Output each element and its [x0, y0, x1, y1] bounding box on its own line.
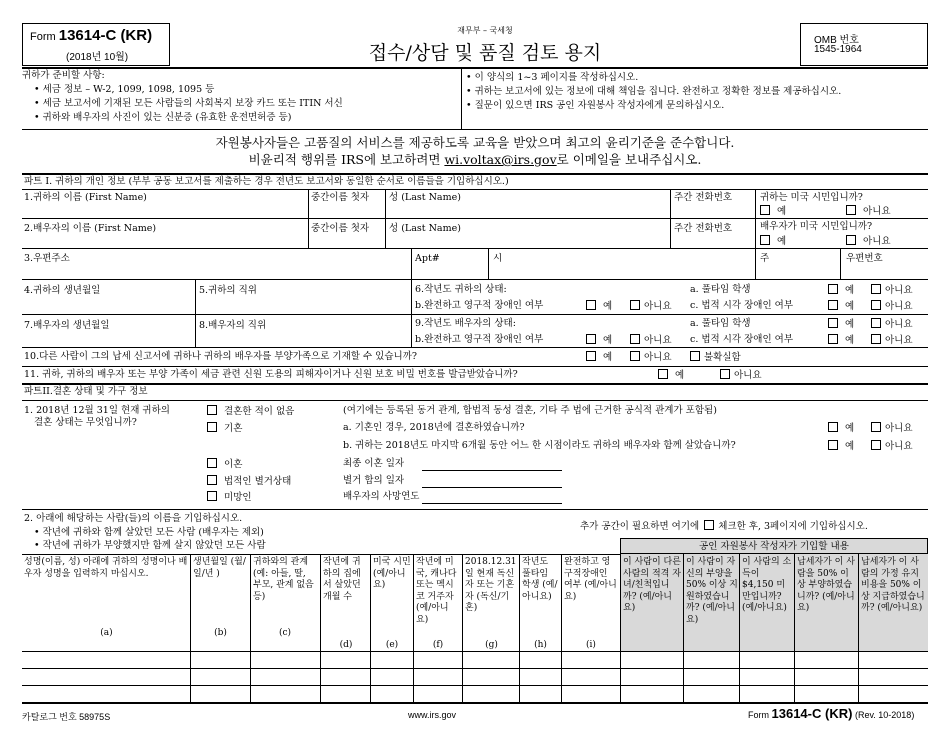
checkbox[interactable] — [828, 284, 838, 294]
checkbox[interactable] — [871, 440, 881, 450]
day-phone-field[interactable]: 주간 전화번호 — [674, 192, 733, 203]
checkbox[interactable] — [207, 458, 217, 468]
checkbox[interactable] — [207, 475, 217, 485]
agency: 재무부 – 국세청 — [457, 26, 513, 35]
citizen-question: 귀하는 미국 시민입니까? — [760, 192, 863, 203]
checkbox[interactable] — [586, 351, 596, 361]
ethics-line-2: 비윤리적 행위를 IRS에 보고하려면 wi.voltax@irs.gov로 이메일을 보내주십시오. — [248, 152, 702, 167]
table-row[interactable] — [22, 686, 928, 702]
blind-label: c. 법적 시각 장애인 여부 — [690, 300, 794, 311]
col-letter-b: (b) — [214, 628, 227, 638]
separation-date-label: 별거 합의 일자 — [343, 475, 405, 486]
col-header-dob: 생년월일 (월/일/년 ) — [193, 557, 246, 579]
list-item: • 세금 정보 – W-2, 1099, 1098, 1095 등 — [34, 84, 215, 95]
checkbox[interactable] — [630, 351, 640, 361]
omb-number: 1545-1964 — [814, 44, 862, 55]
legally-separated[interactable]: 법적인 별거상태 — [207, 475, 291, 488]
col-letter-h: (h) — [534, 640, 547, 650]
blind-yes[interactable]: 예 — [828, 300, 854, 313]
list-item: • 질문이 있으면 IRS 공인 자원봉사 작성자에게 문의하십시오. — [466, 100, 725, 111]
col-header-household-cost: 납세자가 이 사람의 가정 유지 비용을 50% 이상 지급하였습니까? (예/아니요) — [861, 557, 925, 613]
prep-left — [22, 69, 460, 125]
q11-identity-question: 11. 귀하, 귀하의 배우자 또는 부양 가족이 세금 관련 신원 도용의 피해자이거나 신원 보호 비밀 번호를 발급받았습니까? — [24, 369, 518, 380]
table-row[interactable] — [22, 669, 928, 685]
q10-unsure[interactable]: 불확실함 — [690, 351, 741, 364]
preparer-header-label: 공인 자원봉사 작성자가 기입할 내용 — [699, 541, 849, 552]
col-header-qualifying-child: 이 사람이 다른 사람의 적격 자녀/친척입니까? (예/아니요) — [623, 557, 681, 613]
divorce-date-input[interactable] — [422, 470, 562, 471]
form-number: 13614-C (KR) — [58, 27, 153, 44]
disabled-label: b.완전하고 영구적 장애인 여부 — [415, 300, 544, 311]
spouse-blind-label: c. 법적 시각 장애인 여부 — [690, 334, 794, 345]
marital-question: 1. 2018년 12월 31일 현재 귀하의 결혼 상태는 무엇입니까? — [24, 405, 170, 428]
page-title: 접수/상담 및 품질 검토 용지 — [368, 42, 602, 64]
spouse-citizen-question: 배우자가 미국 시민입니까? — [760, 221, 873, 232]
checkbox[interactable] — [828, 422, 838, 432]
zip-field[interactable]: 우편번호 — [846, 253, 883, 264]
citizen-yes[interactable]: 예 — [760, 205, 786, 218]
checkbox[interactable] — [846, 205, 856, 215]
ethics-line-1: 자원봉사자들은 고품질의 서비스를 제공하도록 교육을 받았으며 최고의 윤리기준을 준수합니다. — [215, 135, 735, 150]
checkbox[interactable] — [207, 491, 217, 501]
never-married-note: (여기에는 등록된 동거 관계, 합법적 동성 결혼, 기타 주 법에 근거한 공식적 관계가 포함됨) — [343, 405, 717, 416]
disabled-yes[interactable]: 예 — [586, 300, 612, 313]
footer-form-id: Form 13614-C (KR) (Rev. 10-2018) — [748, 706, 915, 721]
list-item: • 작년에 귀하가 부양했지만 함께 살지 않았던 모든 사람 — [34, 540, 266, 551]
checkbox[interactable] — [871, 334, 881, 344]
col-header-disabled: 완전하고 영구적장애인 여부 (예/아니요) — [564, 557, 617, 602]
widowed[interactable]: 미망인 — [207, 491, 252, 504]
city-field[interactable]: 시 — [493, 253, 503, 264]
omb-label: OMB 번호 — [814, 35, 859, 46]
col-header-self-support: 이 사람이 자신의 부양을 50% 이상 지원하였습니까? (예/아니요) — [686, 557, 738, 625]
list-item: • 귀하와 배우자의 사진이 있는 신분증 (유효한 운전면허증 등) — [34, 112, 292, 123]
col-letter-a: (a) — [100, 628, 113, 638]
part1-heading: 파트 I. 귀하의 개인 정보 (부부 공동 보고서를 제출하는 경우 전년도 보고서와 동일한 순서로 이름들을 기입하십시오.) — [24, 176, 509, 187]
catalog-number: 카탈로그 번호 58975S — [22, 712, 111, 722]
ethics-notice — [22, 134, 928, 168]
married-in-year-yes[interactable]: 예 — [828, 422, 854, 435]
checkbox[interactable] — [828, 300, 838, 310]
checkbox[interactable] — [828, 318, 838, 328]
col-header-income: 이 사람의 소득이 $4,150 미만입니까? (예/아니요) — [742, 557, 792, 613]
extra-space-note: 추가 공간이 필요하면 여기에 체크한 후, 3페이지에 기입하십시오. — [580, 521, 868, 532]
spouse-citizen-no[interactable]: 아니요 — [846, 235, 891, 248]
checkbox[interactable] — [828, 440, 838, 450]
married[interactable]: 기혼 — [207, 422, 242, 435]
spouse-day-phone-field[interactable]: 주간 전화번호 — [674, 223, 733, 234]
prep-heading: 귀하가 준비할 사항: — [22, 70, 105, 81]
col-header-resident: 작년에 미국, 캐나다 또는 멕시코 거주자 (예/아니요) — [416, 557, 457, 625]
checkbox[interactable] — [871, 284, 881, 294]
lived-with-spouse-yes[interactable]: 예 — [828, 440, 854, 453]
spouse-citizen-yes[interactable]: 예 — [760, 235, 786, 248]
q10-yes[interactable]: 예 — [586, 351, 612, 364]
spouse-disabled-no[interactable]: 아니요 — [630, 334, 672, 347]
form-date: (2018년 10월) — [66, 52, 129, 63]
checkbox[interactable] — [630, 300, 640, 310]
job-field[interactable]: 5.귀하의 직위 — [199, 285, 257, 296]
checkbox[interactable] — [871, 422, 881, 432]
checkbox[interactable] — [760, 205, 770, 215]
never-married[interactable]: 결혼한 적이 없음 — [207, 405, 294, 418]
spouse-middle-initial-field[interactable]: 중간이름 첫자 — [311, 223, 370, 234]
col-letter-i: (i) — [586, 640, 596, 650]
spouse-dob-field[interactable]: 7.배우자의 생년월일 — [24, 320, 110, 331]
col-letter-c: (c) — [278, 628, 292, 638]
checkbox[interactable] — [690, 351, 700, 361]
spouse-fulltime-no[interactable]: 아니요 — [871, 318, 913, 331]
checkbox[interactable] — [207, 422, 217, 432]
your-first-name-field[interactable]: 1.귀하의 이름 (First Name) — [24, 192, 147, 203]
fulltime-student-label: a. 풀타임 학생 — [690, 284, 751, 295]
spouse-blind-yes[interactable]: 예 — [828, 334, 854, 347]
q10-dependent-question: 10.다른 사람이 그의 납세 신고서에 귀하나 귀하의 배우자를 부양가족으로 기재할 수 있습니까? — [24, 351, 417, 362]
col-letter-d: (d) — [339, 640, 353, 650]
checkbox[interactable] — [871, 318, 881, 328]
col-letter-e: (e) — [385, 640, 399, 650]
col-header-taxpayer-support: 납세자가 이 사람을 50% 이상 부양하였습니까? (예/아니요) — [797, 557, 855, 613]
col-letter-g: (g) — [485, 640, 498, 650]
col-header-name: 성명(이름, 성) 아래에 귀하의 성명이나 배우자 성명을 입력하지 마십시오. — [24, 557, 188, 579]
address-field[interactable]: 3.우편주소 — [24, 253, 70, 264]
checkbox[interactable] — [871, 300, 881, 310]
separation-date-input[interactable] — [422, 487, 562, 488]
divorced[interactable]: 이혼 — [207, 458, 242, 471]
q11-no[interactable]: 아니요 — [720, 369, 762, 382]
spouse-job-field[interactable]: 8.배우자의 직위 — [199, 320, 267, 331]
spouse-disabled-label: b.완전하고 영구적 장애인 여부 — [415, 334, 544, 345]
checkbox[interactable] — [658, 369, 668, 379]
spouse-status-label: 9.작년도 배우자의 상태: — [415, 318, 516, 329]
spouse-fulltime-label: a. 풀타임 학생 — [690, 318, 751, 329]
spouse-last-name-field[interactable]: 성 (Last Name) — [389, 223, 461, 234]
spouse-first-name-field[interactable]: 2.배우자의 이름 (First Name) — [24, 223, 157, 234]
form-id: Form 13614-C (KR) — [30, 27, 153, 44]
col-header-student: 작년도 풀타임 학생 (예/아니요) — [522, 557, 558, 602]
fulltime-yes[interactable]: 예 — [828, 284, 854, 297]
married-in-year-question: a. 기혼인 경우, 2018년에 결혼하였습니까? — [343, 422, 525, 433]
spouse-death-year-input[interactable] — [422, 503, 562, 504]
report-email-link[interactable]: wi.voltax@irs.gov — [444, 152, 557, 167]
married-in-year-no[interactable]: 아니요 — [871, 422, 913, 435]
checkbox[interactable] — [630, 334, 640, 344]
dob-field[interactable]: 4.귀하의 생년월일 — [24, 285, 101, 296]
extra-space-checkbox[interactable] — [704, 520, 714, 530]
state-field[interactable]: 주 — [760, 253, 770, 264]
checkbox[interactable] — [828, 334, 838, 344]
middle-initial-field[interactable]: 중간이름 첫자 — [311, 192, 370, 203]
your-status-label: 6.작년도 귀하의 상태: — [415, 284, 507, 295]
checkbox[interactable] — [586, 334, 596, 344]
col-header-single-married: 2018.12.31일 현재 독신자 또는 기혼자 (독신/기혼) — [465, 557, 517, 613]
fulltime-no[interactable]: 아니요 — [871, 284, 913, 297]
citizen-no[interactable]: 아니요 — [846, 205, 891, 218]
spouse-fulltime-yes[interactable]: 예 — [828, 318, 854, 331]
col-header-citizen: 미국 시민 (예/아니요) — [373, 557, 411, 590]
col-letter-f: (f) — [432, 640, 444, 650]
prep-right — [466, 71, 928, 113]
q10-no[interactable]: 아니요 — [630, 351, 672, 364]
list-item: • 이 양식의 1~3 페이지를 작성하십시오. — [466, 72, 639, 83]
website: www.irs.gov — [408, 710, 457, 720]
col-header-months: 작년에 귀하의 집에서 살았던 개월 수 — [323, 557, 361, 602]
list-item: • 세금 보고서에 기재된 모든 사람들의 사회복지 보장 카드 또는 ITIN 서신 — [34, 98, 343, 109]
q11-yes[interactable]: 예 — [658, 369, 684, 382]
col-header-relationship: 귀하와의 관계 (예: 아들, 딸, 부모, 관계 없음 등) — [253, 557, 314, 602]
household-question: 2. 아래에 해당하는 사람(들)의 이름을 기입하십시오. — [24, 513, 243, 524]
checkbox[interactable] — [207, 405, 217, 415]
last-name-field[interactable]: 성 (Last Name) — [389, 192, 461, 203]
part2-heading: 파트II.결혼 상태 및 가구 정보 — [24, 386, 148, 397]
spouse-blind-no[interactable]: 아니요 — [871, 334, 913, 347]
lived-with-spouse-question: b. 귀하는 2018년도 마지막 6개월 동안 어느 한 시점이라도 귀하의 배우자와 함께 살았습니까? — [343, 440, 736, 451]
divorce-date-label: 최종 이혼 일자 — [343, 458, 405, 469]
list-item: • 귀하는 보고서에 있는 정보에 대해 책임을 집니다. 완전하고 정확한 정보를 제공하십시오. — [466, 86, 842, 97]
lived-with-spouse-no[interactable]: 아니요 — [871, 440, 913, 453]
apt-field[interactable]: Apt# — [415, 253, 440, 264]
checkbox[interactable] — [586, 300, 596, 310]
table-row[interactable] — [22, 652, 928, 668]
spouse-death-year-label: 배우자의 사망연도 — [343, 491, 420, 502]
list-item: • 작년에 귀하와 함께 살았던 모든 사람 (배우자는 제외) — [34, 527, 264, 538]
checkbox[interactable] — [760, 235, 770, 245]
checkbox[interactable] — [720, 369, 730, 379]
spouse-disabled-yes[interactable]: 예 — [586, 334, 612, 347]
disabled-no[interactable]: 아니요 — [630, 300, 672, 313]
checkbox[interactable] — [846, 235, 856, 245]
blind-no[interactable]: 아니요 — [871, 300, 913, 313]
